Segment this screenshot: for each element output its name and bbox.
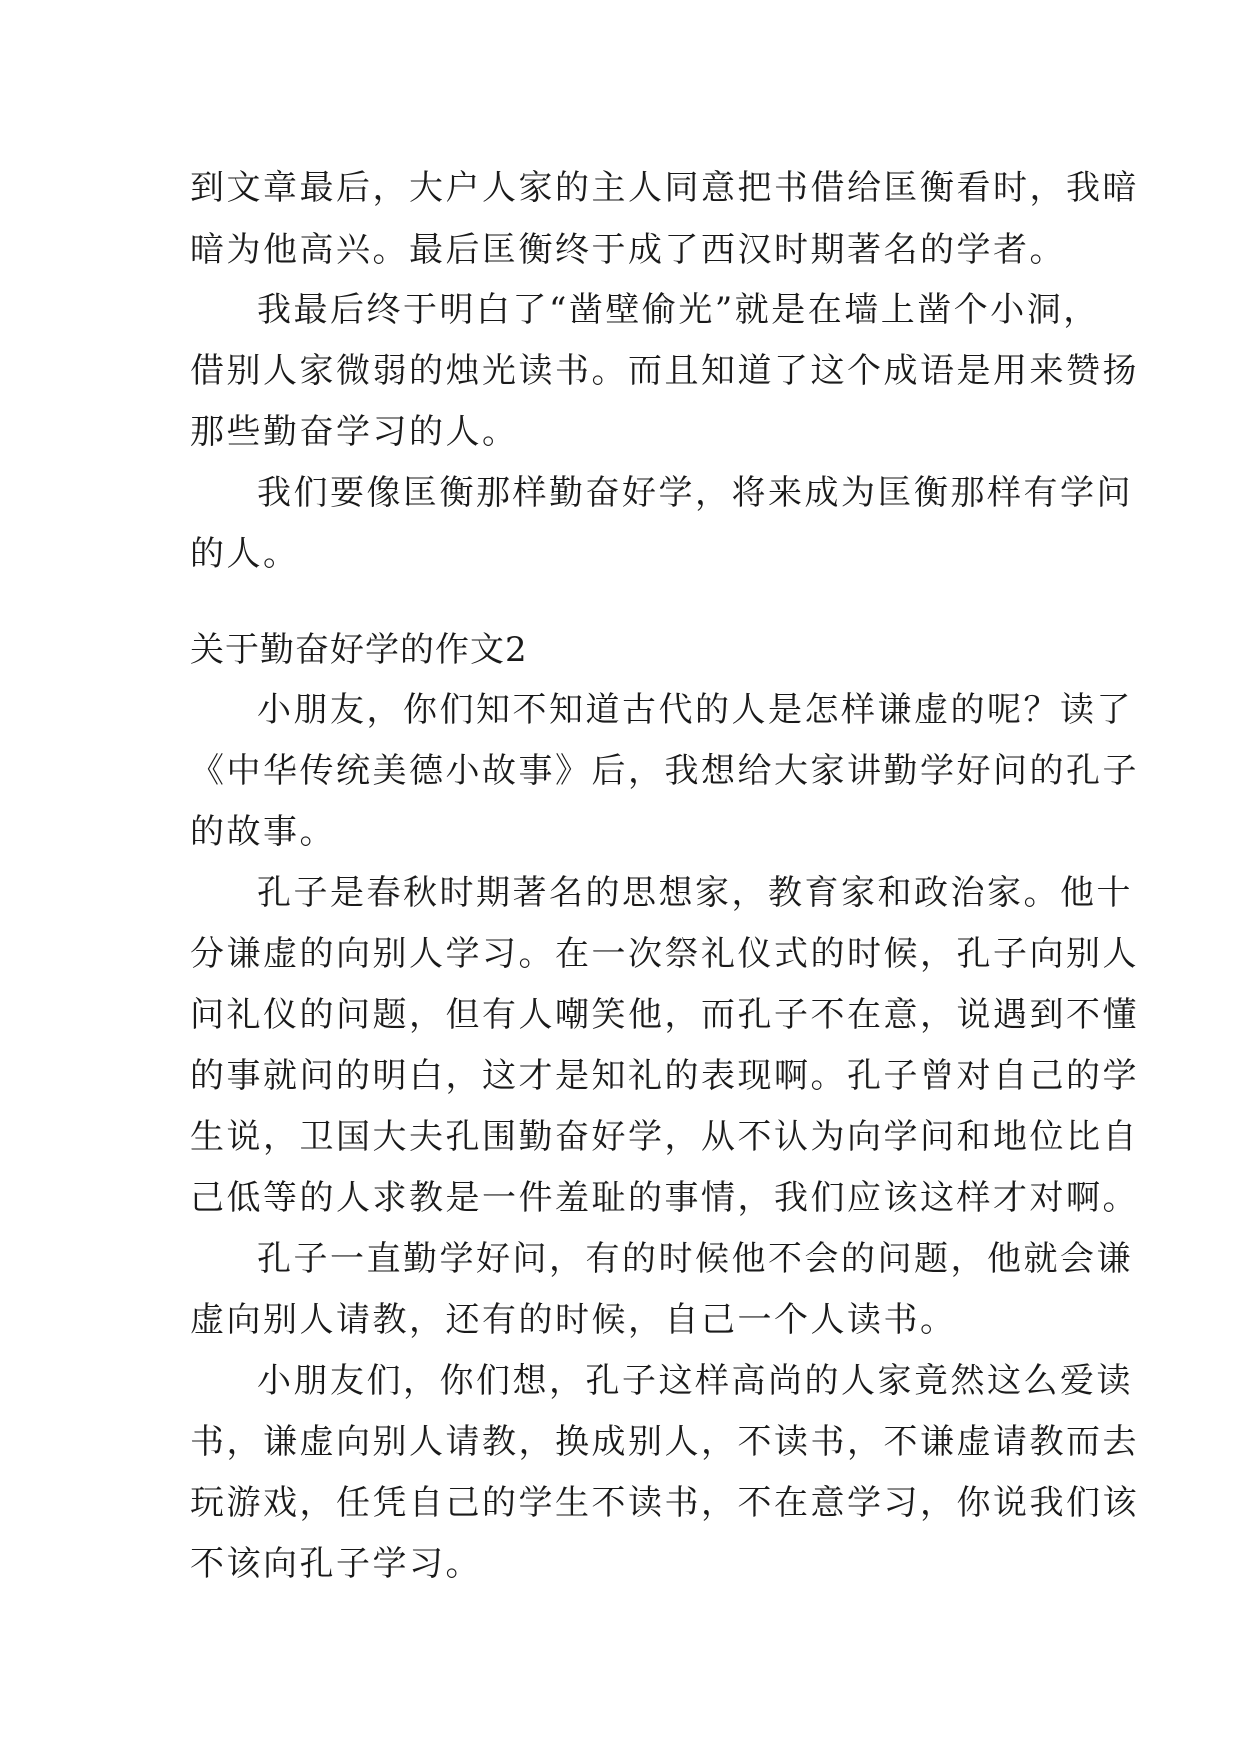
paragraph-line: 小朋友，你们知不知道古代的人是怎样谦虚的呢？读了 <box>257 690 1133 730</box>
paragraph-line: 虚向别人请教，还有的时候，自己一个人读书。 <box>190 1300 957 1340</box>
essay-title: 关于勤奋好学的作文2 <box>190 630 528 670</box>
paragraph-line: 孔子是春秋时期著名的思想家，教育家和政治家。他十 <box>257 873 1133 913</box>
paragraph-line: 问礼仪的问题，但有人嘲笑他，而孔子不在意，说遇到不懂 <box>190 995 1139 1035</box>
paragraph-line: 那些勤奋学习的人。 <box>190 412 519 452</box>
paragraph-line: 我们要像匡衡那样勤奋好学，将来成为匡衡那样有学问 <box>257 473 1133 513</box>
paragraph-line: 《中华传统美德小故事》后，我想给大家讲勤学好问的孔子 <box>190 751 1139 791</box>
paragraph-line: 到文章最后，大户人家的主人同意把书借给匡衡看时，我暗 <box>190 168 1139 208</box>
paragraph-line: 的事就问的明白，这才是知礼的表现啊。孔子曾对自己的学 <box>190 1056 1139 1096</box>
paragraph-line: 我最后终于明白了“凿壁偷光”就是在墙上凿个小洞， <box>257 290 1100 330</box>
paragraph-line: 不该向孔子学习。 <box>190 1544 482 1584</box>
paragraph-line: 孔子一直勤学好问，有的时候他不会的问题，他就会谦 <box>257 1239 1133 1279</box>
paragraph-line: 生说，卫国大夫孔围勤奋好学，从不认为向学问和地位比自 <box>190 1117 1139 1157</box>
paragraph-line: 的人。 <box>190 534 300 574</box>
paragraph-line: 小朋友们，你们想，孔子这样高尚的人家竟然这么爱读 <box>257 1361 1133 1401</box>
paragraph-line: 分谦虚的向别人学习。在一次祭礼仪式的时候，孔子向别人 <box>190 934 1139 974</box>
paragraph-line: 己低等的人求教是一件羞耻的事情，我们应该这样才对啊。 <box>190 1178 1139 1218</box>
paragraph-line: 书，谦虚向别人请教，换成别人，不读书，不谦虚请教而去 <box>190 1422 1139 1462</box>
paragraph-line: 暗为他高兴。最后匡衡终于成了西汉时期著名的学者。 <box>190 230 1066 270</box>
paragraph-line: 玩游戏，任凭自己的学生不读书，不在意学习，你说我们该 <box>190 1483 1139 1523</box>
paragraph-line: 借别人家微弱的烛光读书。而且知道了这个成语是用来赞扬 <box>190 351 1139 391</box>
paragraph-line: 的故事。 <box>190 812 336 852</box>
